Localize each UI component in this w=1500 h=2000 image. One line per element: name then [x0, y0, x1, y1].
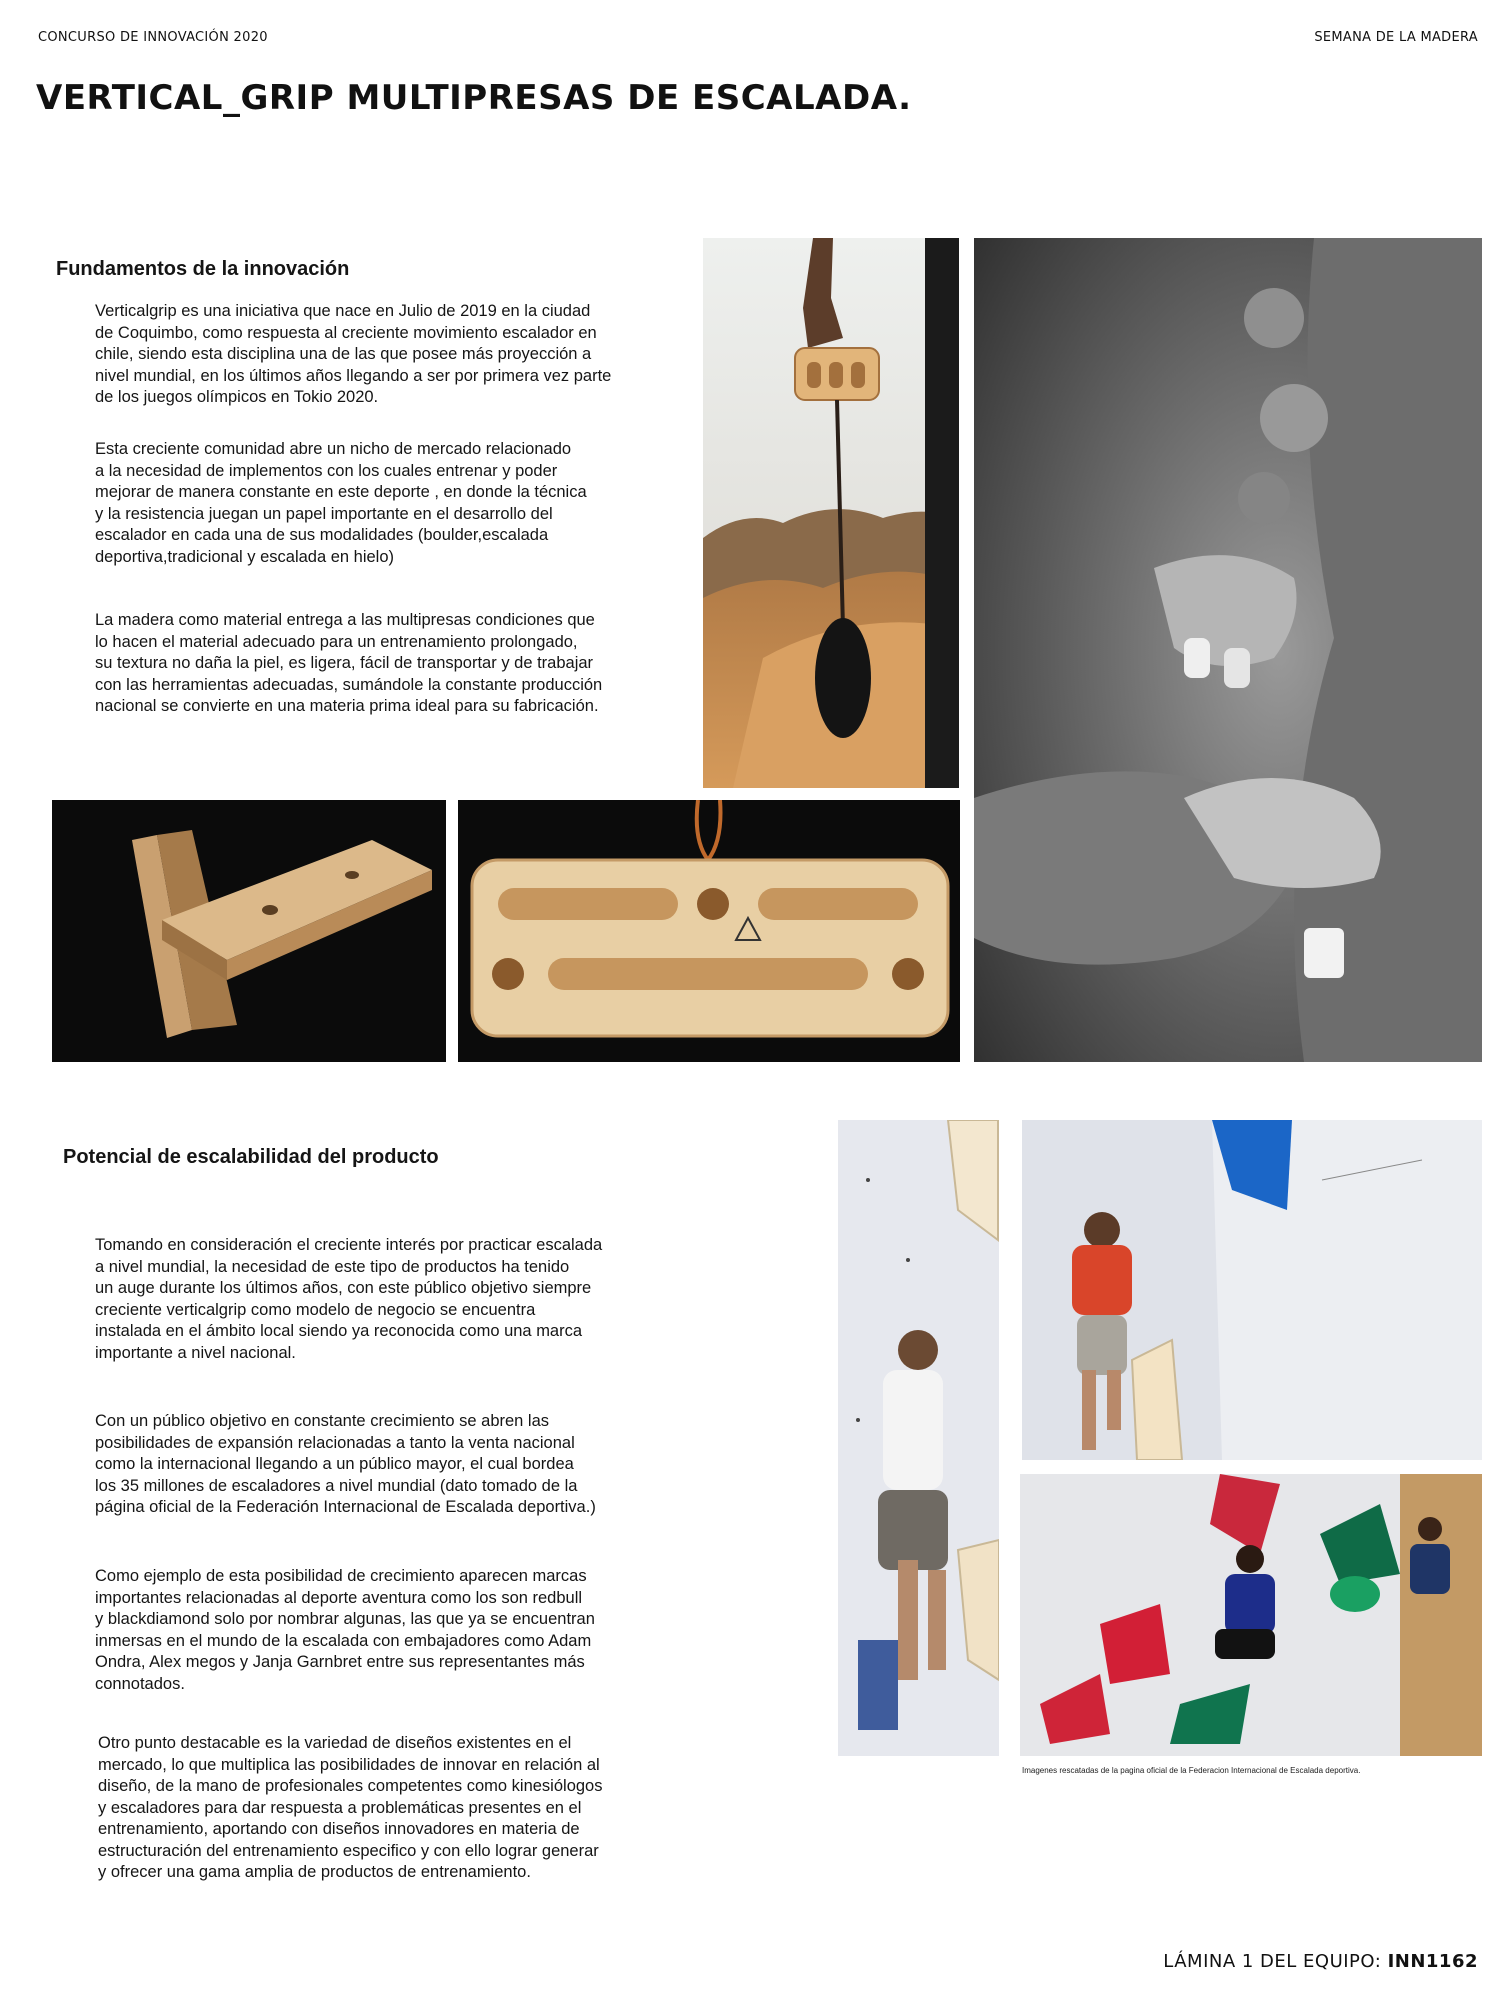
- paragraph: La madera como material entrega a las multipresas condiciones que lo hacen el material adecuado para un entrenamiento prolongado, su textura no daña la piel, es ligera, fácil de transportar y de trabajar con las herramientas adecuadas, sumándole la constante producción nacional se convierte en una materia prima ideal para su fabricación.: [95, 611, 603, 715]
- section-heading-fundamentos: Fundamentos de la innovación: [56, 258, 350, 280]
- paragraph: Tomando en consideración el creciente interés por practicar escalada a nivel mundial, la necesidad de este tipo de productos ha tenido un auge durante los últimos años, con este público objetivo siempre creciente verticalgrip como modelo de negocio se encuentra instalada en el ámbito local siendo ya reconocida como una marca importante a nivel nacional.: [95, 1236, 603, 1362]
- paragraph: Como ejemplo de esta posibilidad de crecimiento aparecen marcas importantes relacionadas al deporte aventura como los son redbull y blackdiamond solo por nombrar algunas, las que ya se encuentran inmersas en el mundo de la escalada con embajadores como Adam Ondra, Alex megos y Janja Garnbret entre sus representantes más connotados.: [95, 1567, 595, 1693]
- paragraph: Esta creciente comunidad abre un nicho de mercado relacionado a la necesidad de implementos con los cuales entrenar y poder mejorar de manera constante en este deporte , en donde la técnica y la resistencia juegan un papel importante en el desarrollo del escalador en cada una de sus modalidades (boulder,escalada deportiva,tradicional y escalada en hielo): [95, 440, 587, 566]
- photo-climber-wall-tall: [838, 1120, 999, 1756]
- page-title: VERTICAL_GRIP MULTIPRESAS DE ESCALADA.: [36, 78, 912, 118]
- photo-wood-pieces: [52, 800, 446, 1062]
- photo-hangboard-outdoor: [703, 238, 959, 788]
- header-event-label: SEMANA DE LA MADERA: [1314, 30, 1478, 45]
- section-heading-escalabilidad: Potencial de escalabilidad del producto: [63, 1146, 439, 1168]
- photo-bouldering-competition: [1020, 1474, 1482, 1756]
- team-code: INN1162: [1387, 1951, 1478, 1972]
- footer-label: LÁMINA 1 DEL EQUIPO:: [1163, 1951, 1388, 1972]
- photo-caption: Imagenes rescatadas de la pagina oficial de la Federacion Internacional de Escalada deportiva.: [1022, 1766, 1361, 1775]
- paragraph: Otro punto destacable es la variedad de diseños existentes en el mercado, lo que multiplica las posibilidades de innovar en relación al diseño, de la mano de profesionales competentes como kinesiólogos y escaladores para dar respuesta a problemáticas presentes en el entrenamiento, aportando con diseños innovadores en materia de estructuración del entrenamiento especifico y con ello lograr generar y ofrecer una gama amplia de productos de entrenamiento.: [98, 1734, 603, 1881]
- photo-climber-red-shirt: [1022, 1120, 1482, 1460]
- photo-climber-hands-bw: [974, 238, 1482, 1062]
- photo-hangboard-product: [458, 800, 960, 1062]
- header-contest-label: CONCURSO DE INNOVACIÓN 2020: [38, 30, 268, 45]
- footer-sheet-label: [1163, 1951, 1478, 1972]
- paragraph: Con un público objetivo en constante crecimiento se abren las posibilidades de expansión relacionadas a tanto la venta nacional como la internacional llegando a un público mayor, el cual bordea los 35 millones de escaladores a nivel mundial (dato tomado de la página oficial de la Federación Internacional de Escalada deportiva.): [95, 1412, 596, 1516]
- paragraph: Verticalgrip es una iniciativa que nace en Julio de 2019 en la ciudad de Coquimbo, como respuesta al creciente movimiento escalador en chile, siendo esta disciplina una de las que posee más proyección a nivel mundial, en los últimos años llegando a ser por primera vez parte de los juegos olímpicos en Tokio 2020.: [95, 302, 612, 406]
